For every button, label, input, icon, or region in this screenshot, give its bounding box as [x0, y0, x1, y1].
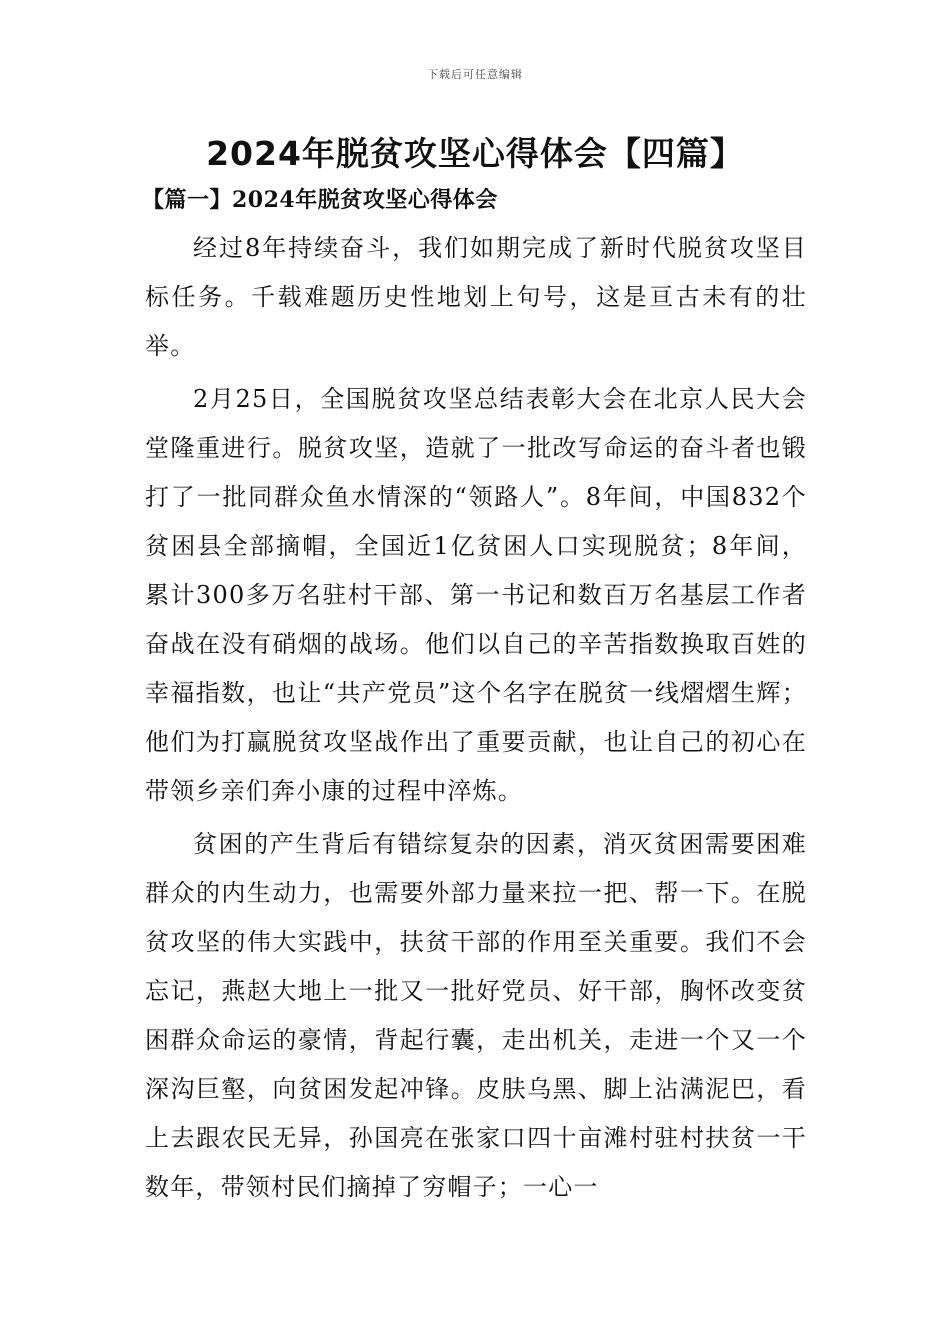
- section-heading: 【篇一】2024年脱贫攻坚心得体会: [142, 187, 498, 213]
- body-text: [145, 224, 807, 1216]
- paragraph-2: 2月25日，全国脱贫攻坚总结表彰大会在北京人民大会堂隆重进行。脱贫攻坚，造就了一批改写命运的奋斗者也锻打了一批同群众鱼水情深的“领路人”。8年间，中国832个贫困县全部摘帽，全国近1亿贫困人口实现脱贫；8年间，累计300多万名驻村干部、第一书记和数百万名基层工作者奋战在没有硝烟的战场。他们以自己的辛苦指数换取百姓的幸福指数，也让“共产党员”这个名字在脱贫一线熠熠生辉；他们为打赢脱贫攻坚战作出了重要贡献，也让自己的初心在带领乡亲们奔小康的过程中淬炼。: [145, 385, 807, 805]
- header-note: 下载后可任意编辑: [427, 68, 523, 81]
- document-title: 2024年脱贫攻坚心得体会【四篇】: [206, 134, 744, 173]
- paragraph-3: 贫困的产生背后有错综复杂的因素，消灭贫困需要困难群众的内生动力，也需要外部力量来拉一把、帮一下。在脱贫攻坚的伟大实践中，扶贫干部的作用至关重要。我们不会忘记，燕赵大地上一批又一批好党员、好干部，胸怀改变贫困群众命运的豪情，背起行囊，走出机关，走进一个又一个深沟巨壑，向贫困发起冲锋。皮肤乌黑、脚上沾满泥巴，看上去跟农民无异，孙国亮在张家口四十亩滩村驻村扶贫一干数年，带领村民们摘掉了穷帽子；一心一: [145, 830, 807, 1201]
- paragraph-1: 经过8年持续奋斗，我们如期完成了新时代脱贫攻坚目标任务。千载难题历史性地划上句号，这是亘古未有的壮举。: [145, 234, 807, 360]
